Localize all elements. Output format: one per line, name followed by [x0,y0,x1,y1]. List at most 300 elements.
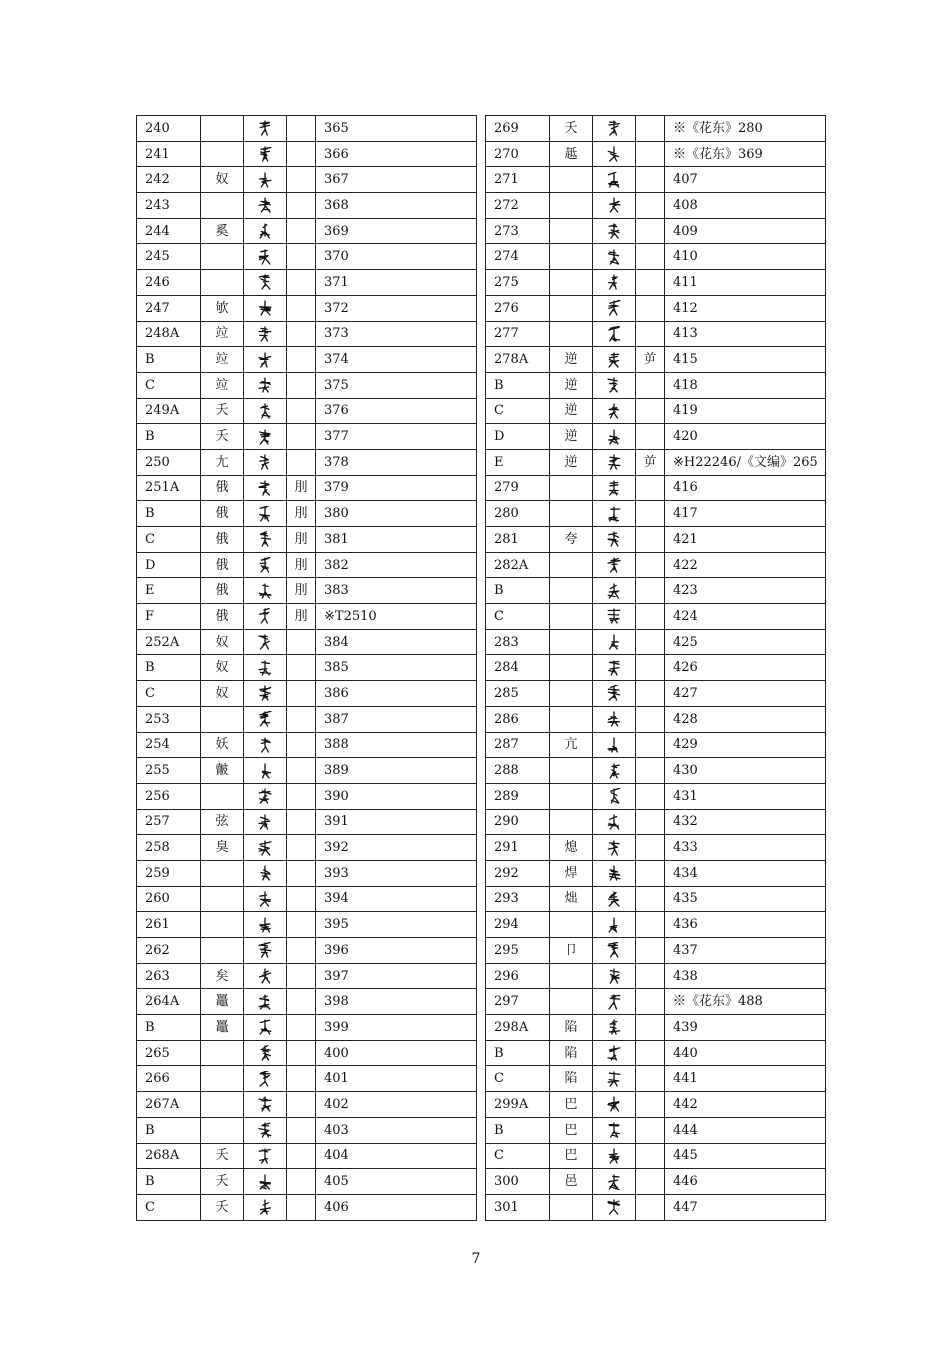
entry-number-cell: B [486,1117,550,1143]
reference-number-cell: 425 [665,629,826,655]
variant-character-cell [636,1066,665,1092]
reference-number-cell: 382 [316,552,477,578]
reference-number-cell: 383 [316,578,477,604]
oracle-glyph-cell [244,655,287,681]
oracle-glyph-cell [244,963,287,989]
oracle-glyph-cell [244,116,287,142]
modern-character-cell [550,912,593,938]
variant-character-cell: 屰 [636,449,665,475]
reference-number-cell: 405 [316,1169,477,1195]
oracle-glyph-icon [607,531,621,547]
modern-character-cell [550,321,593,347]
oracle-glyph-cell [244,681,287,707]
reference-number-cell: 398 [316,989,477,1015]
table-row [137,321,477,347]
entry-number-cell: 291 [486,835,550,861]
table-row [486,629,826,655]
modern-character-cell: 熄 [550,835,593,861]
entry-number-cell: B [137,1015,201,1041]
left-table-body [137,116,477,1221]
oracle-glyph-icon [258,1122,272,1138]
entry-number-cell: D [486,424,550,450]
table-row [137,1015,477,1041]
entry-number-cell: 299A [486,1092,550,1118]
oracle-glyph-icon [607,249,621,265]
variant-character-cell [287,218,316,244]
oracle-glyph-icon [607,763,621,779]
reference-number-cell: 401 [316,1066,477,1092]
table-row [486,449,826,475]
reference-number-cell: 395 [316,912,477,938]
table-row [137,141,477,167]
entry-number-cell: 249A [137,398,201,424]
entry-number-cell: 260 [137,886,201,912]
reference-number-cell: 416 [665,475,826,501]
oracle-glyph-cell [593,835,636,861]
table-row [137,809,477,835]
page-number: 7 [471,1251,481,1267]
oracle-glyph-cell [244,372,287,398]
reference-number-cell: 415 [665,347,826,373]
entry-number-cell: 281 [486,527,550,553]
oracle-glyph-icon [607,172,621,188]
entry-number-cell: C [486,1143,550,1169]
modern-character-cell [201,193,244,219]
entry-number-cell: C [486,604,550,630]
table-row [486,783,826,809]
entry-number-cell: B [486,1040,550,1066]
oracle-glyph-cell [244,270,287,296]
entry-number-cell: 243 [137,193,201,219]
table-row [137,629,477,655]
variant-character-cell [636,1015,665,1041]
modern-character-cell: 尢 [201,449,244,475]
entry-number-cell: 268A [137,1143,201,1169]
entry-number-cell: C [137,1194,201,1220]
table-row [137,193,477,219]
oracle-glyph-icon [607,968,621,984]
reference-number-cell: 378 [316,449,477,475]
oracle-glyph-icon [607,146,621,162]
reference-number-cell: 406 [316,1194,477,1220]
oracle-glyph-cell [244,527,287,553]
oracle-glyph-cell [593,886,636,912]
entry-number-cell: 264A [137,989,201,1015]
oracle-glyph-cell [244,809,287,835]
modern-character-cell [201,938,244,964]
table-row [486,604,826,630]
modern-character-cell: 竝 [201,347,244,373]
oracle-glyph-cell [593,552,636,578]
modern-character-cell: 巴 [550,1117,593,1143]
oracle-glyph-cell [593,578,636,604]
oracle-glyph-cell [244,141,287,167]
modern-character-cell: 夸 [550,527,593,553]
oracle-glyph-icon [258,968,272,984]
entry-number-cell: 241 [137,141,201,167]
reference-number-cell: 410 [665,244,826,270]
variant-character-cell: 刖 [287,527,316,553]
entry-number-cell: C [137,527,201,553]
variant-character-cell [287,706,316,732]
modern-character-cell: 陷 [550,1040,593,1066]
table-row [137,732,477,758]
oracle-glyph-icon [607,1045,621,1061]
table-row [486,527,826,553]
table-row [137,552,477,578]
reference-number-cell: 435 [665,886,826,912]
variant-character-cell [636,809,665,835]
reference-number-cell: 368 [316,193,477,219]
reference-number-cell: 389 [316,758,477,784]
modern-character-cell: 鼉 [201,1015,244,1041]
variant-character-cell [636,193,665,219]
reference-number-cell: 388 [316,732,477,758]
oracle-glyph-icon [258,146,272,162]
reference-number-cell: 371 [316,270,477,296]
reference-number-cell: 424 [665,604,826,630]
variant-character-cell [636,1169,665,1195]
oracle-glyph-cell [593,449,636,475]
oracle-glyph-cell [244,1066,287,1092]
variant-character-cell [287,681,316,707]
modern-character-cell: 竝 [201,321,244,347]
modern-character-cell: 夭 [201,424,244,450]
table-row [486,244,826,270]
entry-number-cell: 287 [486,732,550,758]
entry-number-cell: 265 [137,1040,201,1066]
table-row [137,1092,477,1118]
reference-number-cell: 447 [665,1194,826,1220]
modern-character-cell [550,681,593,707]
reference-number-cell: 394 [316,886,477,912]
oracle-glyph-icon [607,865,621,881]
modern-character-cell: 俄 [201,552,244,578]
variant-character-cell [636,244,665,270]
modern-character-cell: 鼉 [201,989,244,1015]
table-row [486,1143,826,1169]
reference-number-cell: 417 [665,501,826,527]
entry-number-cell: 278A [486,347,550,373]
variant-character-cell [287,1194,316,1220]
entry-number-cell: 288 [486,758,550,784]
table-row [137,372,477,398]
modern-character-cell: 陷 [550,1015,593,1041]
table-row [486,655,826,681]
oracle-glyph-icon [607,120,621,136]
oracle-glyph-icon [607,942,621,958]
reference-number-cell: 403 [316,1117,477,1143]
variant-character-cell: 刖 [287,578,316,604]
variant-character-cell [636,1117,665,1143]
modern-character-cell [201,1117,244,1143]
oracle-glyph-cell [593,270,636,296]
variant-character-cell [636,116,665,142]
oracle-glyph-icon [258,172,272,188]
table-row [486,758,826,784]
modern-character-cell [201,1040,244,1066]
reference-number-cell: 407 [665,167,826,193]
oracle-glyph-cell [593,783,636,809]
oracle-glyph-cell [244,167,287,193]
variant-character-cell [287,732,316,758]
oracle-glyph-cell [244,1117,287,1143]
oracle-glyph-cell [593,604,636,630]
oracle-glyph-cell [244,1092,287,1118]
entry-number-cell: 266 [137,1066,201,1092]
variant-character-cell [287,295,316,321]
oracle-glyph-icon [258,1019,272,1035]
reference-number-cell: 439 [665,1015,826,1041]
entry-number-cell: B [137,655,201,681]
entry-number-cell: 248A [137,321,201,347]
oracle-glyph-icon [258,557,272,573]
oracle-glyph-cell [244,218,287,244]
right-glyph-table [485,115,826,1221]
oracle-glyph-icon [258,660,272,676]
table-row [486,552,826,578]
variant-character-cell [287,193,316,219]
entry-number-cell: 267A [137,1092,201,1118]
variant-character-cell [636,1194,665,1220]
table-row [137,706,477,732]
variant-character-cell [636,860,665,886]
modern-character-cell: 趆 [550,141,593,167]
oracle-glyph-cell [593,912,636,938]
modern-character-cell [201,270,244,296]
table-row [486,1117,826,1143]
reference-number-cell: 392 [316,835,477,861]
table-row [486,475,826,501]
oracle-glyph-cell [244,424,287,450]
reference-number-cell: 393 [316,860,477,886]
variant-character-cell [636,758,665,784]
entry-number-cell: E [486,449,550,475]
oracle-glyph-cell [593,963,636,989]
entry-number-cell: 269 [486,116,550,142]
entry-number-cell: 250 [137,449,201,475]
oracle-glyph-icon [607,814,621,830]
modern-character-cell: 陷 [550,1066,593,1092]
table-row [137,449,477,475]
modern-character-cell [550,578,593,604]
oracle-glyph-icon [258,249,272,265]
oracle-glyph-cell [593,372,636,398]
right-table-body [486,116,826,1221]
reference-number-cell: 387 [316,706,477,732]
table-row [486,963,826,989]
table-row [137,167,477,193]
table-row [486,1194,826,1220]
variant-character-cell [636,552,665,578]
reference-number-cell: 391 [316,809,477,835]
oracle-glyph-cell [593,116,636,142]
oracle-glyph-icon [258,506,272,522]
entry-number-cell: B [137,347,201,373]
variant-character-cell [636,912,665,938]
oracle-glyph-icon [258,197,272,213]
reference-number-cell: 374 [316,347,477,373]
entry-number-cell: 294 [486,912,550,938]
modern-character-cell: 奴 [201,629,244,655]
modern-character-cell: 卩 [550,938,593,964]
entry-number-cell: 295 [486,938,550,964]
oracle-glyph-icon [258,865,272,881]
variant-character-cell [636,295,665,321]
oracle-glyph-icon [258,891,272,907]
reference-number-cell: 430 [665,758,826,784]
modern-character-cell [550,167,593,193]
reference-number-cell: 379 [316,475,477,501]
modern-character-cell [550,218,593,244]
oracle-glyph-cell [244,321,287,347]
oracle-glyph-cell [244,398,287,424]
variant-character-cell [636,886,665,912]
table-row [486,372,826,398]
modern-character-cell: 俄 [201,475,244,501]
oracle-glyph-cell [244,1143,287,1169]
entry-number-cell: C [486,398,550,424]
variant-character-cell [287,886,316,912]
entry-number-cell: 245 [137,244,201,270]
entry-number-cell: 275 [486,270,550,296]
variant-character-cell [636,167,665,193]
table-row [137,116,477,142]
variant-character-cell [636,398,665,424]
variant-character-cell [636,218,665,244]
oracle-glyph-cell [244,835,287,861]
oracle-glyph-cell [593,860,636,886]
modern-character-cell: 矣 [201,963,244,989]
entry-number-cell: 292 [486,860,550,886]
oracle-glyph-icon [258,1071,272,1087]
table-row [137,1040,477,1066]
reference-number-cell: 373 [316,321,477,347]
oracle-glyph-icon [607,300,621,316]
table-row [486,295,826,321]
variant-character-cell [287,963,316,989]
oracle-glyph-icon [607,583,621,599]
table-row [486,912,826,938]
entry-number-cell: 244 [137,218,201,244]
oracle-glyph-icon [258,120,272,136]
variant-character-cell [287,860,316,886]
table-row [486,1066,826,1092]
table-row [137,347,477,373]
reference-number-cell: 402 [316,1092,477,1118]
oracle-glyph-cell [244,1169,287,1195]
table-row [137,860,477,886]
oracle-glyph-icon [258,608,272,624]
modern-character-cell: 逆 [550,424,593,450]
oracle-glyph-icon [607,326,621,342]
oracle-glyph-cell [593,758,636,784]
entry-number-cell: 258 [137,835,201,861]
oracle-glyph-cell [244,1040,287,1066]
oracle-glyph-icon [607,557,621,573]
entry-number-cell: 298A [486,1015,550,1041]
table-row [137,604,477,630]
oracle-glyph-icon [258,942,272,958]
variant-character-cell [636,681,665,707]
entry-number-cell: 262 [137,938,201,964]
modern-character-cell [550,783,593,809]
modern-character-cell [550,706,593,732]
entry-number-cell: 282A [486,552,550,578]
variant-character-cell [636,270,665,296]
entry-number-cell: 273 [486,218,550,244]
oracle-glyph-icon [258,1096,272,1112]
reference-number-cell: 440 [665,1040,826,1066]
modern-character-cell [201,1066,244,1092]
oracle-glyph-cell [593,1015,636,1041]
entry-number-cell: 293 [486,886,550,912]
reference-number-cell: 412 [665,295,826,321]
table-row [486,141,826,167]
reference-number-cell: 427 [665,681,826,707]
entry-number-cell: 254 [137,732,201,758]
variant-character-cell [636,501,665,527]
entry-number-cell: 284 [486,655,550,681]
table-row [486,501,826,527]
variant-character-cell [636,1092,665,1118]
variant-character-cell [287,244,316,270]
modern-character-cell [201,783,244,809]
variant-character-cell [636,527,665,553]
table-row [486,116,826,142]
oracle-glyph-cell [244,193,287,219]
table-row [137,244,477,270]
reference-number-cell: 384 [316,629,477,655]
modern-character-cell: 奴 [201,655,244,681]
variant-character-cell [636,963,665,989]
entry-number-cell: E [137,578,201,604]
reference-number-cell: 420 [665,424,826,450]
entry-number-cell: C [486,1066,550,1092]
entry-number-cell: B [137,1117,201,1143]
oracle-glyph-icon [258,634,272,650]
modern-character-cell: 焊 [550,860,593,886]
oracle-glyph-icon [607,506,621,522]
entry-number-cell: 279 [486,475,550,501]
modern-character-cell: 夭 [201,1194,244,1220]
entry-number-cell: 272 [486,193,550,219]
entry-number-cell: 242 [137,167,201,193]
oracle-glyph-cell [593,1194,636,1220]
reference-number-cell: 441 [665,1066,826,1092]
table-row [137,1066,477,1092]
oracle-glyph-cell [593,629,636,655]
reference-number-cell: 434 [665,860,826,886]
entry-number-cell: 257 [137,809,201,835]
entry-number-cell: 301 [486,1194,550,1220]
oracle-glyph-icon [607,685,621,701]
entry-number-cell: D [137,552,201,578]
modern-character-cell: 逆 [550,449,593,475]
oracle-glyph-cell [593,347,636,373]
reference-number-cell: 436 [665,912,826,938]
oracle-glyph-cell [593,193,636,219]
entry-number-cell: 270 [486,141,550,167]
reference-number-cell: 421 [665,527,826,553]
table-row [486,706,826,732]
oracle-glyph-cell [593,809,636,835]
oracle-glyph-icon [607,1096,621,1112]
table-row [486,424,826,450]
table-row [486,398,826,424]
variant-character-cell [636,1040,665,1066]
entry-number-cell: 277 [486,321,550,347]
